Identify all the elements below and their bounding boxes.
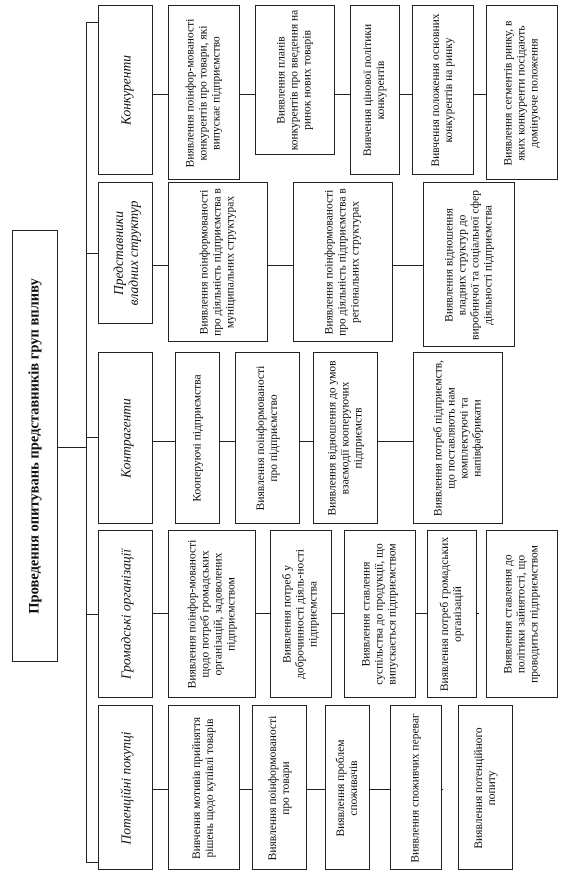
branch-connector bbox=[86, 437, 98, 438]
potential-buyers-item: Виявлення потенційного попиту bbox=[458, 705, 513, 870]
potential-buyers-item: Виявлення проблем споживачів bbox=[325, 705, 370, 870]
potential-buyers-item: Вивчення мотивів прийняття рішень щодо купівлі товарів bbox=[168, 705, 240, 870]
counterparties-item: Виявлення поінформованості про підприємство bbox=[235, 352, 300, 524]
public-orgs-item: Виявлення потреб у доброчинності діяль-ності підприємства bbox=[270, 530, 332, 698]
competitors-item: Вивчення цінової політики конкурентів bbox=[350, 5, 400, 175]
group-title: Представники владних структур bbox=[110, 200, 141, 306]
group-title: Конкуренти bbox=[117, 55, 133, 125]
root-title: Проведення опитувань представників груп впливу bbox=[26, 278, 43, 614]
counterparties-item: Виявлення відношення до умов взаємодії кооперуючих підприємств bbox=[313, 352, 378, 524]
competitors-item: Виявлення сегментів ринку, в яких конкуренти посідають домінуюче положення bbox=[486, 5, 558, 180]
group-header-public-orgs bbox=[98, 530, 153, 698]
authorities-item: Виявлення поінформованості про діяльність підприємства в муніципальних структурах bbox=[168, 182, 268, 342]
counterparties-item: Виявлення потреб підприємств, що поставляють нам комплектуючі та напівфабрикати bbox=[413, 352, 503, 524]
group-header-competitors bbox=[98, 5, 153, 175]
public-orgs-item: Виявлення поінфор-мованості щодо потреб громадських організацій, задоволених підприємством bbox=[168, 530, 256, 698]
branch-connector bbox=[86, 253, 98, 254]
group-header-authorities bbox=[98, 182, 153, 324]
public-orgs-item: Виявлення ставлення суспільства до продукції, що випускається підприємством bbox=[344, 530, 416, 698]
public-orgs-item: Виявлення ставлення до політики зайнятості, що проводиться підприємством bbox=[486, 530, 558, 698]
authorities-item: Виявлення поінформованості про діяльність підприємства в регіональних структурах bbox=[293, 182, 393, 342]
potential-buyers-item: Виявлення споживчих переваг bbox=[390, 705, 442, 870]
group-title: Потенційні покупці bbox=[117, 730, 133, 845]
public-orgs-item: Виявлення потреб громадських організацій bbox=[427, 530, 477, 698]
root-box bbox=[12, 230, 58, 662]
competitors-item: Виявлення планів конкурентів про введення на ринок нових товарів bbox=[255, 5, 335, 155]
main-trunk bbox=[86, 22, 87, 862]
group-title: Громадські організації bbox=[117, 548, 133, 680]
potential-buyers-item: Виявлення поінформованості про товари bbox=[252, 705, 307, 870]
group-header-potential-buyers bbox=[98, 705, 153, 870]
competitors-item: Вивчення положення основних конкурентів на ринку bbox=[412, 5, 474, 175]
branch-connector bbox=[86, 862, 98, 863]
group-header-counterparties bbox=[98, 352, 153, 524]
counterparties-item: Кооперуючі підприємства bbox=[175, 352, 220, 524]
branch-connector bbox=[86, 22, 98, 23]
branch-connector bbox=[86, 614, 98, 615]
competitors-item: Виявлення поінфор-мованості конкурентів про товари, які випускає підприємство bbox=[168, 5, 240, 180]
trunk-to-root bbox=[58, 447, 86, 448]
authorities-item: Виявлення відношення владних структур до виробничої та соціальної сфер діяльності підприємства bbox=[423, 182, 515, 347]
group-title: Контрагенти bbox=[117, 398, 133, 478]
